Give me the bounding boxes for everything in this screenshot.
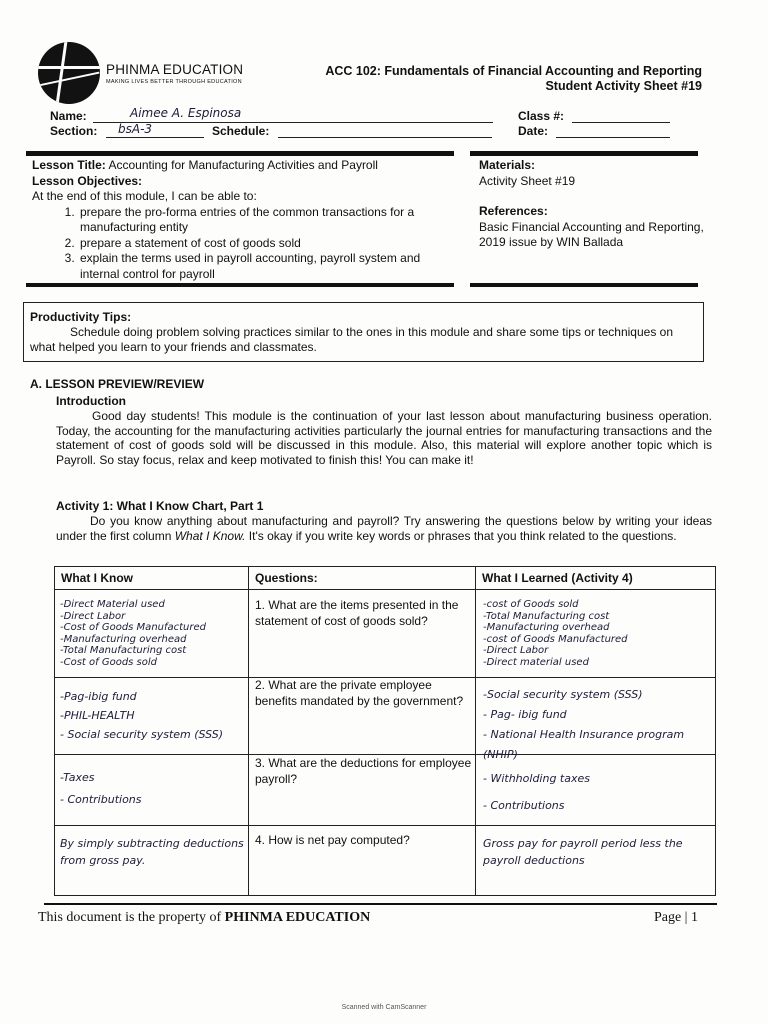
objectives-list: [32, 205, 452, 283]
learned-cell-3: - Withholding taxes - Contributions: [483, 772, 590, 812]
activity-heading: Activity 1: What I Know Chart, Part 1: [56, 499, 264, 513]
course-title: ACC 102: Fundamentals of Financial Accounting and Reporting: [325, 64, 702, 78]
section-value: bsA-3: [118, 122, 153, 136]
materials-label: Materials:: [479, 158, 536, 172]
date-line: [556, 137, 670, 138]
productivity-tips-box: [23, 302, 704, 362]
lesson-title-label: Lesson Title:: [32, 158, 106, 172]
footer-owner: PHINMA EDUCATION: [224, 910, 371, 925]
tips-text: Schedule doing problem solving practices similar to the ones in this module and share some tips or techniques on what helped you learn to your friends and classmates.: [30, 325, 673, 354]
brand-name: PHINMA EDUCATION: [106, 62, 244, 77]
divider-bar: [26, 151, 454, 156]
question-1: 1. What are the items presented in the statement of cost of goods sold?: [255, 598, 459, 628]
references-label: References:: [479, 204, 548, 218]
phinma-logo-icon: [38, 42, 100, 104]
materials-value: Activity Sheet #19: [479, 173, 576, 188]
question-2: 2. What are the private employee benefits mandated by the government?: [255, 678, 464, 708]
brand-tagline: MAKING LIVES BETTER THROUGH EDUCATION: [106, 79, 242, 85]
know-cell-1: -Direct Material used -Direct Labor -Cost of Goods Manufactured -Manufacturing overhead -Total Manufacturing cost -Cost of Goods sold: [60, 599, 207, 668]
objective-item: 3. explain the terms used in payroll accounting, payroll system and internal control for payroll: [78, 251, 452, 282]
header-what-i-know: What I Know: [61, 571, 133, 585]
lesson-block: [32, 158, 452, 282]
learned-cell-1: -cost of Goods sold -Total Manufacturing cost -Manufacturing overhead -cost of Goods Manufactured -Direct Labor -Direct material used: [483, 599, 628, 668]
activity-text-part2: It's okay if you write key words or phrases that you think related to the questions.: [245, 529, 677, 543]
divider-bar: [26, 283, 454, 287]
what-i-know-table: [54, 566, 716, 896]
divider-bar: [470, 283, 698, 287]
question-4: 4. How is net pay computed?: [255, 833, 410, 847]
scanner-watermark: Scanned with CamScanner: [341, 1004, 427, 1011]
schedule-line: [278, 137, 492, 138]
header-questions: Questions:: [255, 571, 318, 585]
footer-property: This document is the property of PHINMA EDUCATION: [38, 910, 371, 925]
know-cell-2: -Pag-ibig fund -PHIL-HEALTH - Social security system (SSS): [60, 690, 224, 741]
learned-cell-4: Gross pay for payroll period less the payroll deductions: [483, 837, 683, 867]
tips-label: Productivity Tips:: [30, 310, 132, 324]
know-cell-4: By simply subtracting deductions from gross pay.: [60, 837, 244, 867]
question-3: 3. What are the deductions for employee payroll?: [255, 756, 472, 786]
footer-rule: [44, 903, 717, 905]
sheet-title: Student Activity Sheet #19: [545, 79, 702, 93]
document-title: [325, 64, 702, 94]
learned-cell-2: -Social security system (SSS) - Pag- ibig fund - National Health Insurance program (NHIP): [483, 688, 685, 761]
lesson-title: Accounting for Manufacturing Activities and Payroll: [108, 158, 378, 172]
section-label: Section:: [50, 124, 98, 138]
divider-bar: [470, 151, 698, 156]
activity-text-emphasis: What I Know.: [174, 529, 246, 543]
introduction-text: Good day students! This module is the continuation of your last lesson about manufacturing business operation. Today, the accounting for the manufacturing activities particularly the journal entries for manufacturing transactions and the statement of cost of goods sold will be discussed in this module. Also, this material will explore another topic which is Payroll. So stay focus, relax and keep motivated to finish this! You can make it!: [56, 409, 712, 467]
activity-instructions: [56, 514, 712, 544]
name-line: [93, 122, 493, 123]
section-line: [106, 137, 204, 138]
introduction-heading: Introduction: [56, 394, 126, 408]
activity-text-part1: Do you know anything about manufacturing and payroll? Try answering the questions below by writing your ideas under the first column: [56, 514, 712, 543]
section-a-heading: A. LESSON PREVIEW/REVIEW: [30, 377, 205, 391]
class-label: Class #:: [518, 109, 565, 123]
name-label: Name:: [50, 109, 87, 123]
objectives-intro: At the end of this module, I can be able to:: [32, 189, 257, 203]
schedule-label: Schedule:: [212, 124, 270, 138]
references-value: Basic Financial Accounting and Reporting, 2019 issue by WIN Ballada: [479, 219, 704, 249]
know-cell-3: -Taxes - Contributions: [60, 771, 142, 806]
objectives-label: Lesson Objectives:: [32, 173, 143, 188]
header-what-i-learned: What I Learned (Activity 4): [482, 571, 633, 585]
name-value: Aimee A. Espinosa: [130, 106, 242, 120]
class-line: [572, 122, 670, 123]
objective-item: 2. prepare a statement of cost of goods sold: [78, 236, 452, 252]
date-label: Date:: [518, 124, 549, 138]
objective-item: 1. prepare the pro-forma entries of the common transactions for a manufacturing entity: [78, 205, 452, 236]
materials-block: [479, 158, 719, 251]
page-number: Page | 1: [653, 910, 698, 925]
